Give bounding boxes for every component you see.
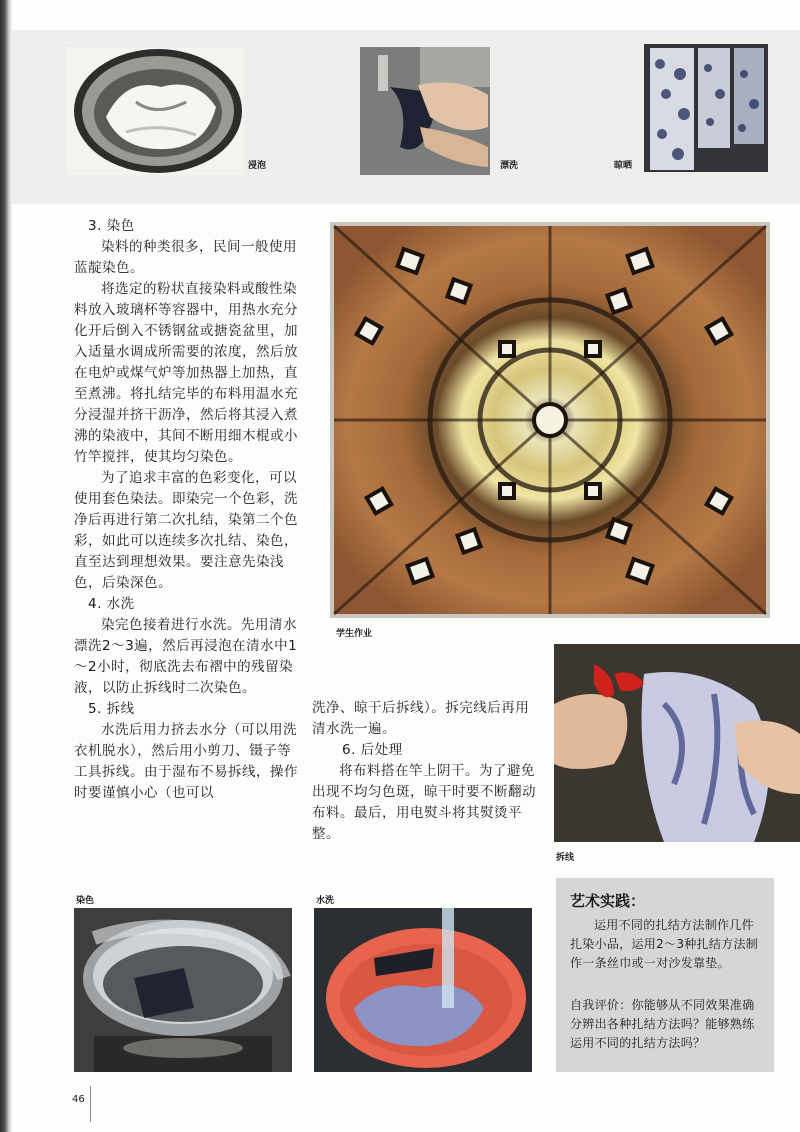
heading-unthread: 5. 拆线 [88, 701, 135, 717]
dry-photo [644, 44, 768, 172]
art-practice-title: 艺术实践： [570, 892, 646, 910]
unthread-paragraph-continued: 洗净、晾干后拆线）。拆完线后再用清水洗一遍。 [312, 700, 530, 737]
soak-photo [66, 47, 244, 175]
soak-caption: 浸泡 [248, 161, 267, 171]
page-binding-edge [0, 0, 12, 1132]
dyeing-photo [74, 908, 292, 1072]
washing-photo [314, 908, 532, 1072]
page-number: 46 [72, 1094, 85, 1105]
dye-paragraph-3: 为了追求丰富的色彩变化，可以使用套色染法。即染完一个色彩，洗净后再进行第二次扎结，染第二个色彩，如此可以连续多次扎结、染色，直至达到理想效果。要注意先染浅色，后染深色。 [74, 470, 298, 591]
art-practice-box [556, 878, 774, 1072]
rinse-photo [360, 47, 490, 175]
heading-dyeing: 3. 染色 [88, 218, 135, 234]
dry-caption: 晾晒 [614, 161, 633, 171]
rinse-caption: 漂洗 [500, 161, 519, 171]
washing-caption: 水洗 [316, 896, 335, 906]
post-processing-paragraph: 将布料搭在竿上阴干。为了避免出现不均匀色斑，晾干时要不断翻动布料。最后，用电熨斗将其熨烫平整。 [312, 763, 536, 842]
heading-washing: 4. 水洗 [88, 596, 135, 612]
dye-paragraph-1: 染料的种类很多，民间一般使用蓝靛染色。 [74, 239, 297, 276]
wash-paragraph: 染完色接着进行水洗。先用清水漂洗2～3遍，然后再浸泡在清水中1～2小时，彻底洗去布褶中的残留染液，以防止拆线时二次染色。 [74, 617, 298, 696]
left-column-text [74, 216, 298, 804]
dye-paragraph-2: 将选定的粉状直接染料或酸性染料放入玻璃杯等容器中，用热水充分化开后倒入不锈钢盆或搪瓷盆里，加入适量水调成所需要的浓度，然后放在电炉或煤气炉等加热器上加热，直至煮沸。将扎结完毕的布料用温水充分浸湿并挤干沥净，然后将其浸入煮沸的染液中，其间不断用细木棍或小竹竿搅拌，使其均匀染色。 [74, 281, 298, 465]
unthread-paragraph: 水洗后用力挤去水分（可以用洗衣机脱水），然后用小剪刀、镊子等工具拆线。由于湿布不易拆线，操作时要谨慎小心（也可以 [74, 722, 298, 801]
heading-post-processing: 6. 后处理 [342, 742, 403, 758]
dyeing-caption: 染色 [76, 896, 95, 906]
student-work-photo [330, 222, 770, 618]
student-work-caption: 学生作业 [336, 629, 373, 639]
page-number-rule [90, 1086, 91, 1122]
art-practice-task: 运用不同的扎结方法制作几件扎染小品，运用2～3种扎结方法制作一条丝巾或一对沙发靠垫。 [570, 918, 759, 970]
unthread-photo [554, 644, 800, 842]
unthread-caption: 拆线 [556, 853, 575, 863]
self-evaluation: 自我评价：你能够从不同效果准确分辨出各种扎结方法吗？能够熟练运用不同的扎结方法吗？ [570, 998, 755, 1050]
middle-column-text [312, 698, 542, 845]
